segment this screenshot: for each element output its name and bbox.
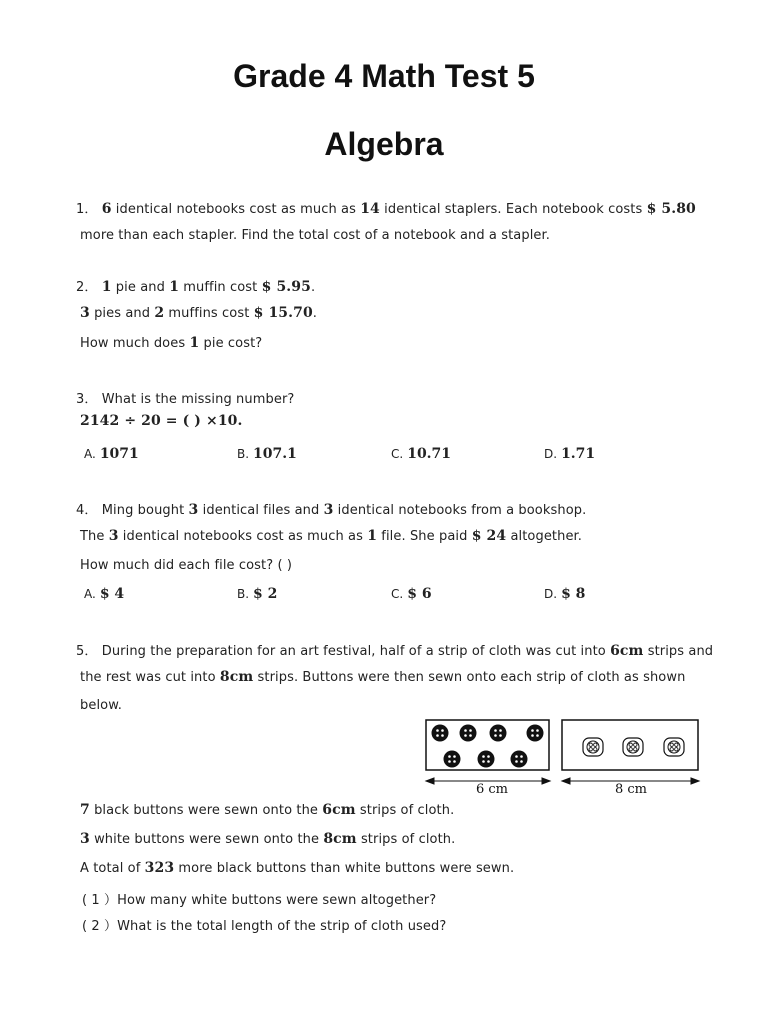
q2-pie-count-2: 3	[80, 305, 90, 321]
q4-option-c[interactable]	[391, 586, 432, 602]
q1-text-2: identical staplers. Each notebook costs	[384, 202, 643, 217]
q4-file-count-2: 1	[367, 528, 378, 544]
q4-number: 4．	[76, 503, 98, 518]
white-button-count: 3	[80, 831, 90, 847]
q5-s1-text-b: strips of cloth.	[359, 803, 455, 818]
q2-pie-count: 1	[101, 279, 112, 295]
q4-text-7: altogether.	[510, 529, 583, 544]
q4-text-1: Ming bought	[101, 503, 185, 518]
white-button	[583, 738, 603, 756]
q3-option-c[interactable]	[391, 446, 451, 462]
option-value: 107.1	[253, 446, 297, 462]
q3-option-b[interactable]	[237, 446, 297, 462]
black-button	[432, 725, 449, 742]
q4-option-d[interactable]	[544, 586, 585, 602]
black-button	[444, 751, 461, 768]
q5-text-2: strips and	[647, 644, 714, 659]
q2-period-1: .	[310, 280, 316, 295]
q2-line-3	[80, 335, 262, 351]
q2-line-2	[80, 305, 317, 321]
q3-line-1	[76, 388, 294, 407]
black-button	[527, 725, 544, 742]
q5-text-3: the rest was cut into	[80, 670, 216, 685]
q5-sub-question-2: ( 2 ）What is the total length of the strip of cloth used?	[82, 919, 447, 934]
q5-s3-text-b: more black buttons than white buttons were sewn.	[178, 861, 515, 876]
q5-number: 5．	[76, 644, 98, 659]
q2-line-1	[76, 276, 315, 295]
q2-text-1: pie and	[115, 280, 165, 295]
option-label: A.	[84, 447, 96, 461]
q5-statement-2	[80, 831, 455, 847]
q2-pie-count-3: 1	[189, 335, 200, 351]
white-button	[664, 738, 684, 756]
q4-line-1	[76, 499, 586, 518]
q2-text-2: muffin cost	[183, 280, 258, 295]
q5-s2-length: 8cm	[323, 831, 357, 847]
q5-text-1: During the preparation for an art festival, half of a strip of cloth was cut into	[101, 644, 606, 659]
q4-notebook-count: 3	[323, 502, 334, 518]
option-value: 1.71	[561, 446, 596, 462]
q1-text-1: identical notebooks cost as much as	[115, 202, 356, 217]
q1-price-difference: $ 5.80	[646, 201, 696, 217]
q2-muffin-count-2: 2	[154, 305, 165, 321]
q2-number: 2．	[76, 280, 98, 295]
option-label: B.	[237, 587, 250, 601]
q5-text-4: strips. Buttons were then sewn onto each strip of cloth as shown	[257, 670, 686, 685]
q5-s1-length: 6cm	[322, 802, 356, 818]
label-6cm: 6 cm	[476, 782, 509, 797]
option-label: C.	[391, 447, 404, 461]
black-button	[478, 751, 495, 768]
q2-text-5: How much does	[80, 336, 186, 351]
q5-line-1	[76, 640, 713, 659]
q4-option-a[interactable]	[84, 586, 124, 602]
q4-notebook-count-2: 3	[108, 528, 119, 544]
option-label: D.	[544, 587, 558, 601]
q2-price-1: $ 5.95	[261, 279, 311, 295]
q2-period-2: .	[312, 306, 318, 321]
q1-number: 1．	[76, 202, 98, 217]
q4-line-3: How much did each file cost? ( )	[80, 558, 293, 573]
black-button	[490, 725, 507, 742]
q4-total-paid: $ 24	[471, 528, 507, 544]
option-label: B.	[237, 447, 250, 461]
black-button	[511, 751, 528, 768]
white-button	[623, 738, 643, 756]
black-button-count: 7	[80, 802, 90, 818]
q4-file-count: 3	[188, 502, 199, 518]
q2-text-3: pies and	[94, 306, 151, 321]
q3-number: 3．	[76, 392, 98, 407]
q3-equation: 2142 ÷ 20 = ( ) ×10.	[80, 413, 243, 429]
q4-line-2	[80, 528, 582, 544]
q2-text-4: muffins cost	[168, 306, 250, 321]
q1-line-1	[76, 198, 696, 217]
q4-text-4: The	[80, 529, 105, 544]
white-buttons	[583, 738, 684, 756]
q1-notebook-count: 6	[101, 201, 112, 217]
q5-length-8cm: 8cm	[219, 669, 254, 685]
option-value: 1071	[99, 446, 139, 462]
option-value: $ 4	[99, 586, 125, 602]
q4-option-b[interactable]	[237, 586, 277, 602]
q5-s2-text-a: white buttons were sewn onto the	[94, 832, 320, 847]
option-value: $ 8	[561, 586, 586, 602]
q5-length-6cm: 6cm	[610, 643, 644, 659]
q1-stapler-count: 14	[360, 201, 380, 217]
option-label: D.	[544, 447, 558, 461]
option-label: C.	[391, 587, 404, 601]
q1-line-2: more than each stapler. Find the total cost of a notebook and a stapler.	[80, 228, 551, 243]
black-button	[460, 725, 477, 742]
option-value: $ 2	[253, 586, 278, 602]
q4-text-2: identical files and	[202, 503, 320, 518]
page-subtitle: Algebra	[324, 126, 444, 162]
cloth-strips-figure	[420, 714, 705, 800]
q3-option-d[interactable]	[544, 446, 595, 462]
q5-sub-question-1: ( 1 ）How many white buttons were sewn altogether?	[82, 893, 437, 908]
option-value: $ 6	[407, 586, 432, 602]
option-label: A.	[84, 587, 96, 601]
q5-s3-text-a: A total of	[80, 861, 141, 876]
q5-difference: 323	[144, 860, 175, 876]
q5-line-2	[80, 669, 685, 685]
q3-option-a[interactable]	[84, 446, 139, 462]
q5-statement-3	[80, 860, 514, 876]
q2-text-6: pie cost?	[203, 336, 263, 351]
q2-muffin-count: 1	[169, 279, 180, 295]
q4-text-5: identical notebooks cost as much as	[122, 529, 363, 544]
page-title: Grade 4 Math Test 5	[233, 58, 535, 94]
q5-line-3: below.	[80, 698, 122, 713]
q3-text: What is the missing number?	[101, 392, 295, 407]
option-value: 10.71	[407, 446, 452, 462]
q5-statement-1	[80, 802, 454, 818]
q2-price-2: $ 15.70	[253, 305, 313, 321]
q5-s2-text-b: strips of cloth.	[360, 832, 456, 847]
label-8cm: 8 cm	[615, 782, 648, 797]
black-buttons	[432, 725, 544, 768]
q4-text-3: identical notebooks from a bookshop.	[337, 503, 587, 518]
q4-text-6: file. She paid	[381, 529, 468, 544]
q5-s1-text-a: black buttons were sewn onto the	[94, 803, 319, 818]
